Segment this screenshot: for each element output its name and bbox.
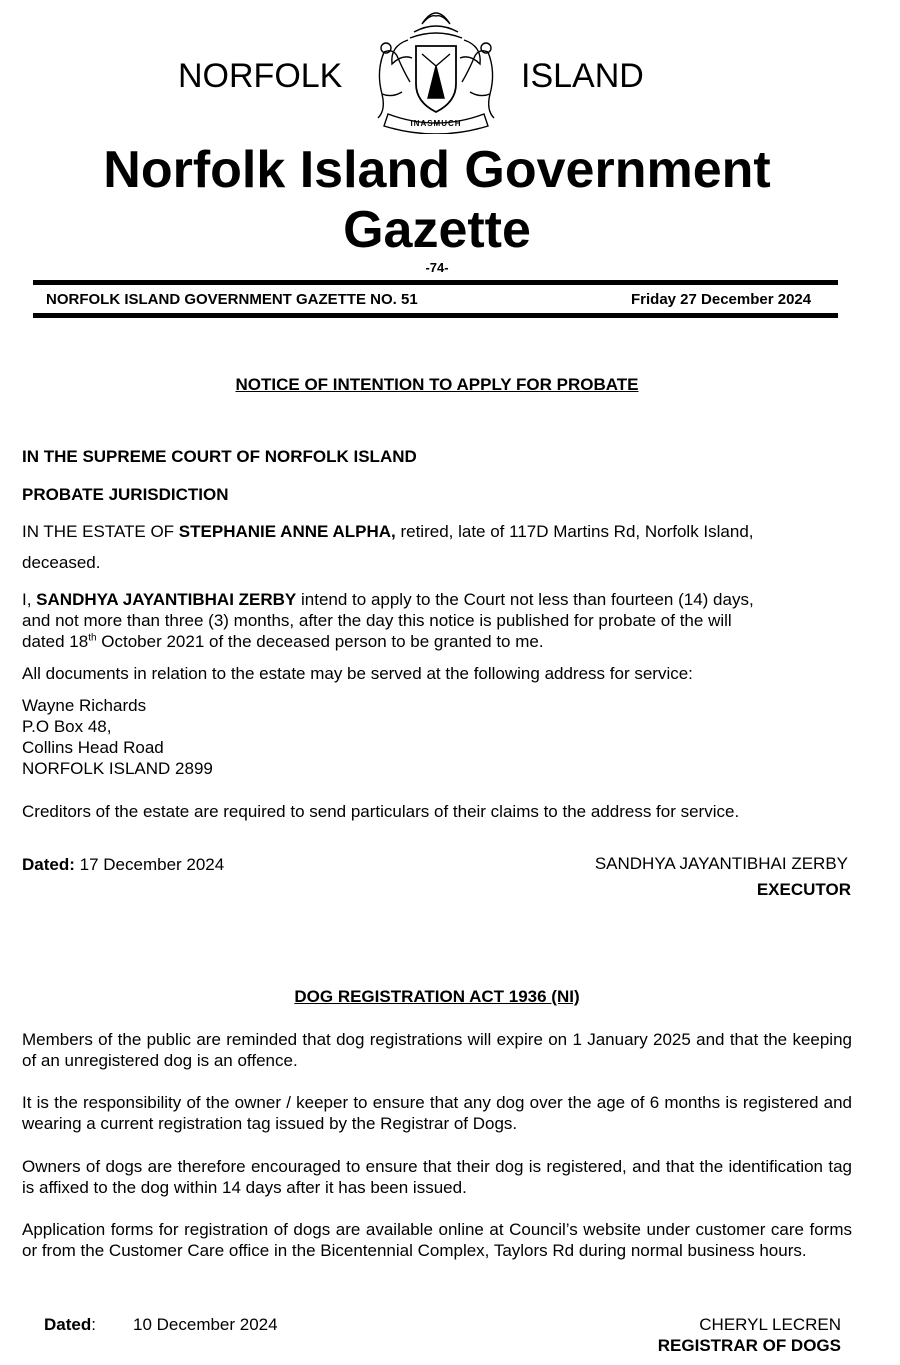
address-line: P.O Box 48,: [22, 717, 112, 736]
gazette-title: [0, 140, 874, 260]
probate-dated: [22, 854, 422, 875]
estate-line: [22, 521, 852, 542]
intent-line-2: and not more than three (3) months, after the day this notice is published for probate of the will: [22, 611, 732, 630]
crest-motto: INASMUCH: [410, 119, 462, 128]
probate-heading: NOTICE OF INTENTION TO APPLY FOR PROBATE: [235, 375, 639, 394]
estate-suffix: retired, late of 117D Martins Rd, Norfolk Island,: [395, 522, 754, 541]
header-left-word: NORFOLK: [178, 57, 343, 95]
dogs-dated-label: Dated: [44, 1315, 92, 1334]
estate-prefix: IN THE ESTATE OF: [22, 522, 179, 541]
dogs-paragraph-4: Application forms for registration of dogs are available online at Council’s website under customer care forms or from the Customer Care office in the Bicentennial Complex, Taylors Rd during normal business hours.: [22, 1220, 852, 1260]
creditors-notice: Creditors of the estate are required to send particulars of their claims to the address for service.: [22, 802, 740, 821]
gazette-title-line2: Gazette: [343, 201, 531, 259]
will-date-sup: th: [88, 632, 97, 644]
dogs-dated: [44, 1315, 96, 1335]
probate-signatory-role: EXECUTOR: [756, 880, 851, 899]
dogs-heading: DOG REGISTRATION ACT 1936 (NI): [294, 987, 580, 1006]
estate-line-2: deceased.: [22, 553, 101, 572]
header-right-word: ISLAND: [521, 57, 644, 95]
dogs-signatory-role: REGISTRAR OF DOGS: [657, 1336, 841, 1355]
address-line: Wayne Richards: [22, 696, 147, 715]
probate-dated-value: 17 December 2024: [74, 855, 225, 874]
dogs-dated-value: 10 December 2024: [133, 1315, 278, 1334]
probate-jurisdiction: PROBATE JURISDICTION: [22, 485, 229, 504]
dogs-signatory: CHERYL LECREN: [699, 1315, 841, 1334]
dogs-dated-colon: :: [91, 1315, 96, 1334]
will-date-pre: dated 18: [22, 632, 89, 651]
intent-paragraph: [22, 589, 852, 652]
top-rule: [33, 280, 838, 285]
address-line: Collins Head Road: [22, 738, 164, 757]
deceased-name: STEPHANIE ANNE ALPHA,: [178, 522, 396, 541]
probate-signatory: SANDHYA JAYANTIBHAI ZERBY: [594, 854, 848, 873]
gazette-number: NORFOLK ISLAND GOVERNMENT GAZETTE NO. 51: [46, 291, 418, 308]
dogs-paragraph-1: Members of the public are reminded that dog registrations will expire on 1 January 2025 and that the keeping of an unregistered dog is an offence.: [22, 1030, 852, 1070]
intent-line-1: [22, 589, 852, 610]
intent-prefix: I,: [22, 590, 37, 609]
service-address: [22, 695, 852, 779]
dogs-paragraph-3: Owners of dogs are therefore encouraged to ensure that their dog is registered, and that the identification tag is affixed to the dog within 14 days after it has been issued.: [22, 1157, 852, 1197]
intent-line1-rest: intend to apply to the Court not less than fourteen (14) days,: [296, 590, 754, 609]
probate-dated-label: Dated:: [22, 855, 75, 874]
service-intro: All documents in relation to the estate may be served at the following address for service:: [22, 664, 693, 683]
applicant-name: SANDHYA JAYANTIBHAI ZERBY: [36, 590, 297, 609]
bottom-rule: [33, 313, 838, 318]
court-name: IN THE SUPREME COURT OF NORFOLK ISLAND: [22, 447, 417, 466]
coat-of-arms-crest: [362, 2, 510, 134]
page-number: -74-: [425, 260, 449, 275]
address-line: NORFOLK ISLAND 2899: [22, 759, 213, 778]
gazette-date: Friday 27 December 2024: [631, 291, 812, 308]
intent-line-3: [22, 631, 852, 652]
gazette-title-line1: Norfolk Island Government: [103, 141, 771, 199]
dogs-paragraph-2: It is the responsibility of the owner / keeper to ensure that any dog over the age of 6 months is registered and wearing a current registration tag issued by the Registrar of Dogs.: [22, 1093, 852, 1133]
will-date-post: October 2021 of the deceased person to be granted to me.: [96, 632, 544, 651]
